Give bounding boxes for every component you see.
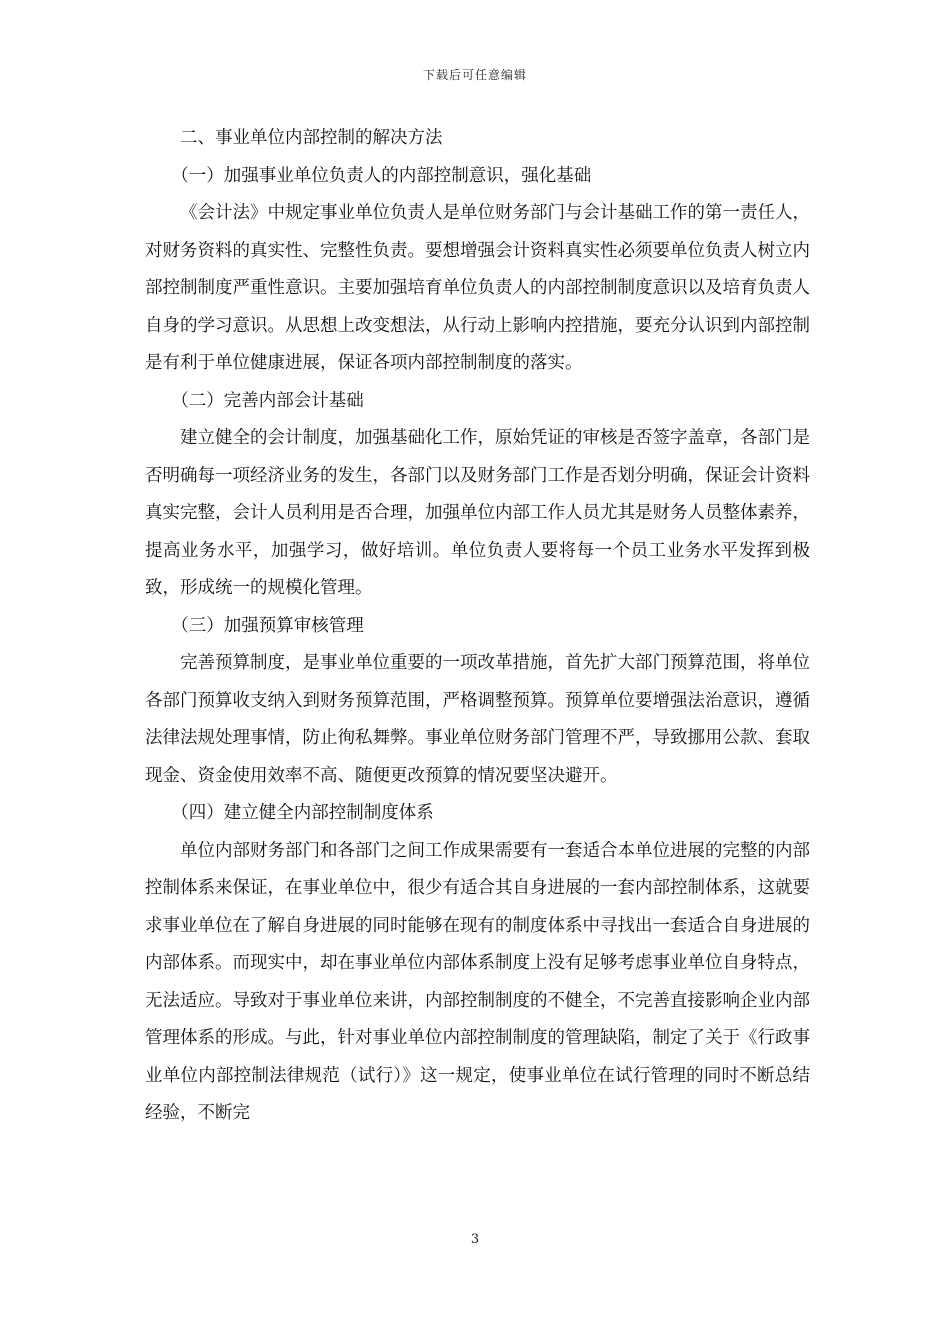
- subsection-paragraph-1: 《会计法》中规定事业单位负责人是单位财务部门与会计基础工作的第一责任人，对财务资料的真实性、完整性负责。要想增强会计资料真实性必须要单位负责人树立内部控制制度严重性意识。主要加强培育单位负责人的内部控制制度意识以及培育负责人自身的学习意识。从思想上改变想法，从行动上影响内控措施，要充分认识到内部控制是有利于单位健康进展，保证各项内部控制制度的落实。: [145, 203, 810, 373]
- subsection-heading-1: （一）加强事业单位负责人的内部控制意识，强化基础: [171, 165, 592, 186]
- subsection-paragraph-4: 单位内部财务部门和各部门之间工作成果需要有一套适合本单位进展的完整的内部控制体系来保证，在事业单位中，很少有适合其自身进展的一套内部控制体系，这就要求事业单位在了解自身进展的同时能够在现有的制度体系中寻找出一套适合自身进展的内部体系。而现实中，却在事业单位内部体系制度上没有足够考虑事业单位自身特点，无法适应。导致对于事业单位来讲，内部控制制度的不健全，不完善直接影响企业内部管理体系的形成。与此，针对事业单位内部控制制度的管理缺陷，制定了关于《行政事业单位内部控制法律规范（试行）》这一规定，使事业单位在试行管理的同时不断总结经验，不断完: [145, 840, 810, 1123]
- subsection-paragraph-3: 完善预算制度，是事业单位重要的一项改革措施，首先扩大部门预算范围，将单位各部门预算收支纳入到财务预算范围，严格调整预算。预算单位要增强法治意识，遵循法律法规处理事情，防止徇私舞弊。事业单位财务部门管理不严，导致挪用公款、套取现金、资金使用效率不高、随便更改预算的情况要坚决避开。: [145, 653, 810, 786]
- section-title: 二、事业单位内部控制的解决方法: [180, 128, 443, 148]
- document-body: [145, 120, 810, 1133]
- subsection-heading-3: （三）加强预算审核管理: [171, 615, 364, 636]
- page-number: 3: [470, 1232, 480, 1247]
- subsection-paragraph-2: 建立健全的会计制度，加强基础化工作，原始凭证的审核是否签字盖章，各部门是否明确每一项经济业务的发生，各部门以及财务部门工作是否划分明确，保证会计资料真实完整，会计人员利用是否合理，加强单位内部工作人员尤其是财务人员整体素养，提高业务水平，加强学习，做好培训。单位负责人要将每一个员工业务水平发挥到极致，形成统一的规模化管理。: [145, 428, 810, 598]
- subsection-heading-2: （二）完善内部会计基础: [171, 390, 364, 411]
- subsection-heading-4: （四）建立健全内部控制制度体系: [171, 803, 434, 823]
- page-header-note: 下载后可任意编辑: [422, 68, 527, 82]
